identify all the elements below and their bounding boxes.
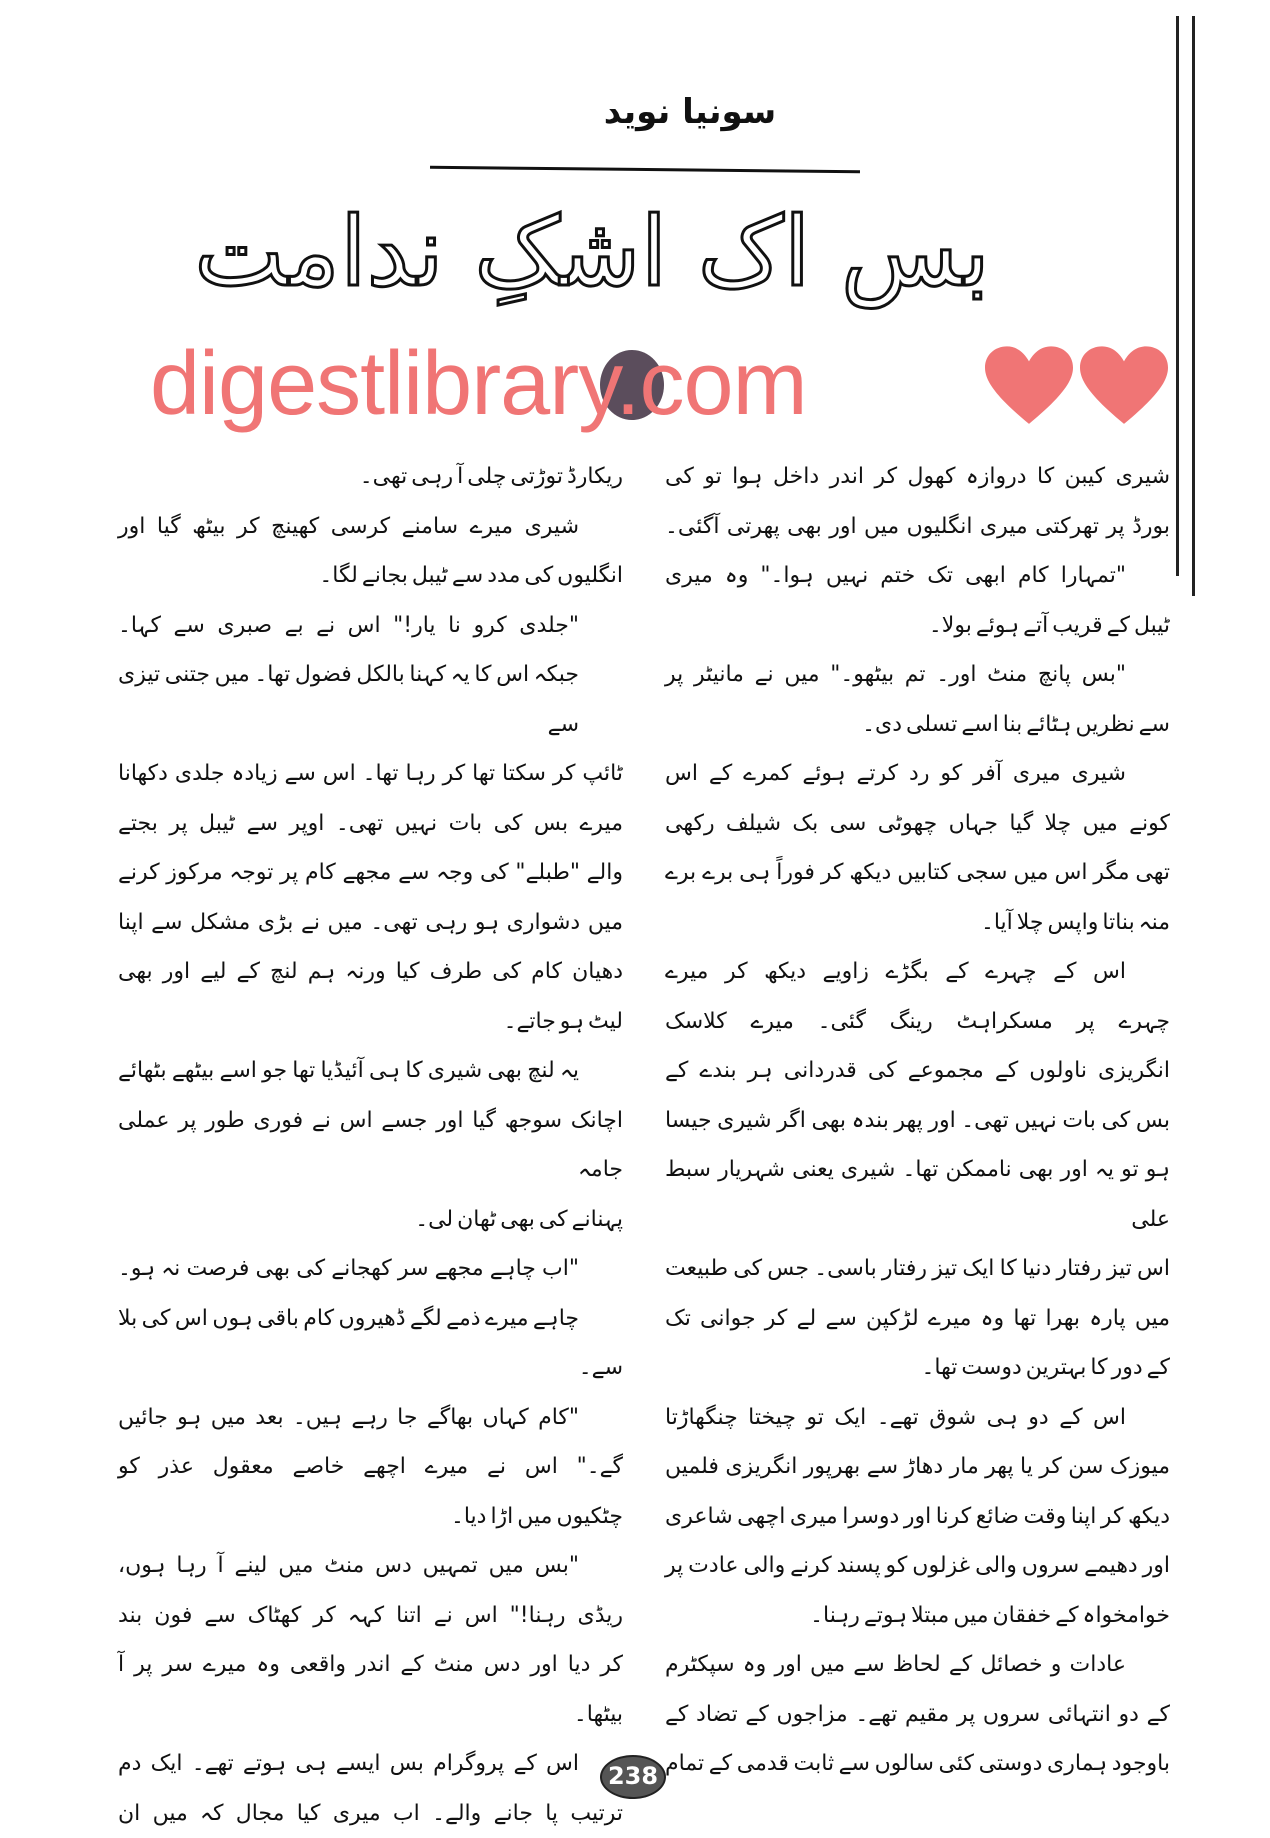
text-line: گے۔" اس نے میرے اچھے خاصے معقول عذر کو — [118, 1442, 623, 1492]
text-line: "اب چاہے مجھے سر کھجانے کی بھی فرصت نہ ہو۔ — [118, 1244, 623, 1294]
text-line: اور دھیمے سروں والی غزلوں کو پسند کرنے والی عادت پر — [665, 1541, 1170, 1591]
text-line: اس تیز رفتار دنیا کا ایک تیز رفتار باسی۔ جس کی طبیعت — [665, 1244, 1170, 1294]
text-line: اس کے دو ہی شوق تھے۔ ایک تو چیختا چنگھاڑتا — [665, 1393, 1170, 1443]
page-number: 238 — [600, 1755, 666, 1799]
text-line: شیری کیبن کا دروازہ کھول کر اندر داخل ہوا تو کی — [665, 452, 1170, 502]
watermark-text: digestlibrary.com — [150, 335, 807, 434]
heart-icon — [985, 345, 1073, 427]
text-line: ٹیبل کے قریب آتے ہوئے بولا۔ — [665, 601, 1170, 651]
text-line: جبکہ اس کا یہ کہنا بالکل فضول تھا۔ میں جتنی تیزی سے — [118, 650, 623, 749]
text-line: ٹائپ کر سکتا تھا کر رہا تھا۔ اس سے زیادہ جلدی دکھانا — [118, 749, 623, 799]
text-line: میرے بس کی بات نہیں تھی۔ اوپر سے ٹیبل پر بجتے — [118, 799, 623, 849]
text-line: شیری میرے سامنے کرسی کھینچ کر بیٹھ گیا اور — [118, 502, 623, 552]
title-divider — [430, 166, 860, 174]
text-line: میوزک سن کر یا پھر مار دھاڑ سے بھرپور انگریزی فلمیں — [665, 1442, 1170, 1492]
border-line — [1192, 16, 1195, 596]
text-line: ترتیب پا جانے والے۔ اب میری کیا مجال کہ میں ان — [118, 1789, 623, 1838]
text-line: "بس میں تمہیں دس منٹ میں لینے آ رہا ہوں، — [118, 1541, 623, 1591]
text-line: "کام کہاں بھاگے جا رہے ہیں۔ بعد میں ہو جائیں — [118, 1393, 623, 1443]
text-line: دیکھ کر اپنا وقت ضائع کرنا اور دوسرا میری اچھی شاعری — [665, 1492, 1170, 1542]
story-title: بس اک اشکِ ندامت — [290, 195, 990, 310]
text-line: ریڈی رہنا!" اس نے اتنا کہہ کر کھٹاک سے فون بند — [118, 1591, 623, 1641]
text-line: اچانک سوجھ گیا اور جسے اس نے فوری طور پر عملی جامہ — [118, 1096, 623, 1195]
text-line: لیٹ ہو جاتے۔ — [118, 997, 623, 1047]
text-line: انگریزی ناولوں کے مجموعے کی قدردانی ہر بندے کے — [665, 1046, 1170, 1096]
text-line: سے۔ — [118, 1343, 623, 1393]
text-line: سے نظریں ہٹائے بنا اسے تسلی دی۔ — [665, 700, 1170, 750]
text-column-left — [118, 452, 623, 1838]
border-line — [1176, 16, 1179, 576]
text-line: منہ بناتا واپس چلا آیا۔ — [665, 898, 1170, 948]
text-line: چہرے پر مسکراہٹ رینگ گئی۔ میرے کلاسک — [665, 997, 1170, 1047]
text-line: انگلیوں کی مدد سے ٹیبل بجانے لگا۔ — [118, 551, 623, 601]
text-line: بیٹھا۔ — [118, 1690, 623, 1740]
text-line: کے دو انتہائی سروں پر مقیم تھے۔ مزاجوں کے تضاد کے — [665, 1690, 1170, 1740]
text-line: بس کی بات نہیں تھی۔ اور پھر بندہ بھی اگر شیری جیسا — [665, 1096, 1170, 1146]
text-column-right — [665, 452, 1170, 1789]
text-line: "تمہارا کام ابھی تک ختم نہیں ہوا۔" وہ میری — [665, 551, 1170, 601]
text-line: کر دیا اور دس منٹ کے اندر واقعی وہ میرے سر پر آ — [118, 1640, 623, 1690]
text-line: پہنانے کی بھی ٹھان لی۔ — [118, 1195, 623, 1245]
text-line: شیری میری آفر کو رد کرتے ہوئے کمرے کے اس — [665, 749, 1170, 799]
text-line: والے "طبلے" کی وجہ سے مجھے کام پر توجہ مرکوز کرنے — [118, 848, 623, 898]
text-line: "جلدی کرو نا یار!" اس نے بے صبری سے کہا۔ — [118, 601, 623, 651]
text-line: اس کے پروگرام بس ایسے ہی ہوتے تھے۔ ایک دم — [118, 1739, 623, 1789]
text-line: کونے میں چلا گیا جہاں چھوٹی سی بک شیلف رکھی — [665, 799, 1170, 849]
text-line: میں پارہ بھرا تھا وہ میرے لڑکپن سے لے کر جوانی تک — [665, 1294, 1170, 1344]
heart-icon — [1080, 345, 1168, 427]
text-line: اس کے چہرے کے بگڑے زاویے دیکھ کر میرے — [665, 947, 1170, 997]
text-line: چٹکیوں میں اڑا دیا۔ — [118, 1492, 623, 1542]
text-line: تھی مگر اس میں سجی کتابیں دیکھ کر فوراً ہی برے برے — [665, 848, 1170, 898]
text-line: عادات و خصائل کے لحاظ سے میں اور وہ سپکٹرم — [665, 1640, 1170, 1690]
text-line: میں دشواری ہو رہی تھی۔ میں نے بڑی مشکل سے اپنا — [118, 898, 623, 948]
text-line: کے دور کا بہترین دوست تھا۔ — [665, 1343, 1170, 1393]
text-line: "بس پانچ منٹ اور۔ تم بیٹھو۔" میں نے مانیٹر پر — [665, 650, 1170, 700]
text-line: دھیان کام کی طرف کیا ورنہ ہم لنچ کے لیے اور بھی — [118, 947, 623, 997]
text-line: ہو تو یہ اور بھی ناممکن تھا۔ شیری یعنی شہریار سبط علی — [665, 1145, 1170, 1244]
author-name: سونیا نوید — [560, 92, 820, 132]
text-line: خوامخواہ کے خفقان میں مبتلا ہوتے رہنا۔ — [665, 1591, 1170, 1641]
text-line: چاہے میرے ذمے لگے ڈھیروں کام باقی ہوں اس کی بلا — [118, 1294, 623, 1344]
text-line: ریکارڈ توڑتی چلی آ رہی تھی۔ — [118, 452, 623, 502]
text-line: باوجود ہماری دوستی کئی سالوں سے ثابت قدمی کے تمام — [665, 1739, 1170, 1789]
text-line: بورڈ پر تھرکتی میری انگلیوں میں اور بھی پھرتی آگئی۔ — [665, 502, 1170, 552]
text-line: یہ لنچ بھی شیری کا ہی آئیڈیا تھا جو اسے بیٹھے بٹھائے — [118, 1046, 623, 1096]
